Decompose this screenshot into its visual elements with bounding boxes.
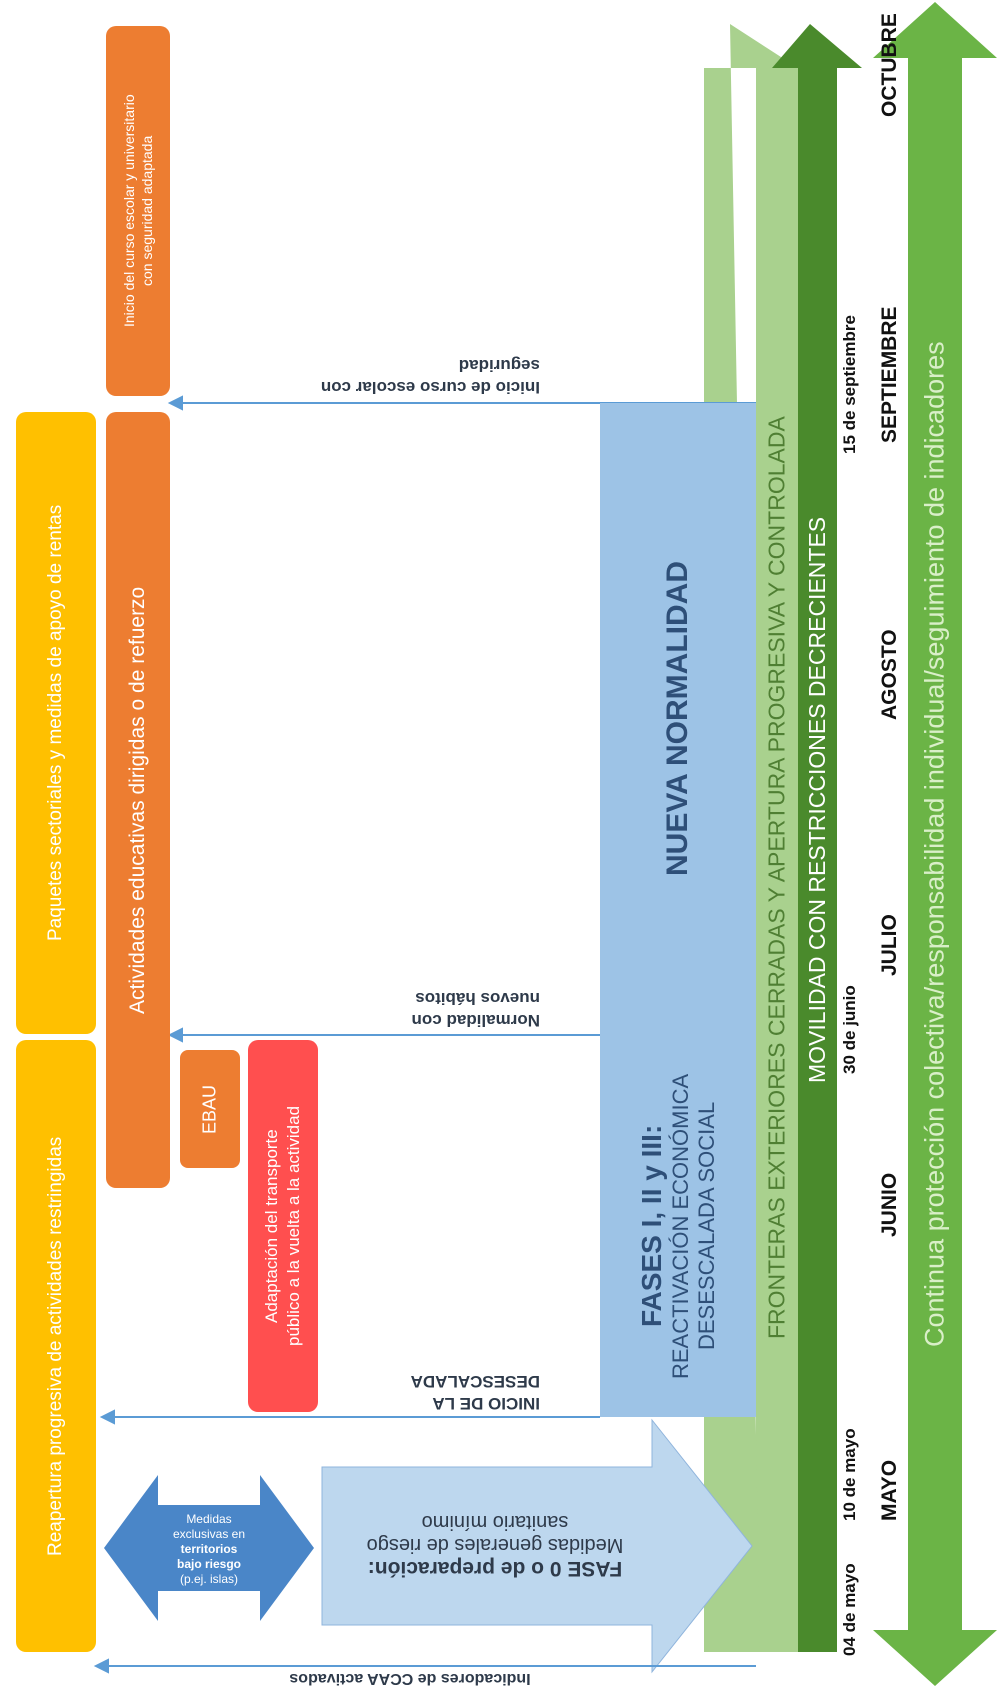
exclusive-line1: Medidas — [186, 1511, 232, 1526]
exclusive-label — [160, 1508, 258, 1590]
month-septiembre-text: SEPTIEMBRE — [878, 306, 901, 444]
exclusive-line5: (p.ej. islas) — [179, 1571, 238, 1586]
milestone-inicio-line2: DESESCALADA — [410, 1372, 540, 1391]
date-04-mayo — [838, 1540, 862, 1680]
month-junio — [875, 1155, 905, 1255]
reapertura-box — [16, 1040, 96, 1652]
movilidad-text: MOVILIDAD CON RESTRICCIONES DECRECIENTES — [804, 516, 830, 1084]
date-15-septiembre — [838, 295, 862, 475]
fase0-line3: sanitario mínimo — [421, 1511, 569, 1533]
date-30-junio — [838, 970, 862, 1090]
paquetes-box — [16, 412, 96, 1034]
exclusive-line4: bajo riesgo — [176, 1556, 241, 1571]
educativas-box — [106, 412, 170, 1188]
date-10-mayo-text: 10 de mayo — [840, 1428, 859, 1522]
fase0-label — [330, 1470, 660, 1620]
milestone-inicio-line1: INICIO DE LA — [432, 1394, 540, 1413]
month-mayo — [875, 1440, 905, 1540]
month-junio-text: JUNIO — [878, 1172, 901, 1238]
ebau-box — [180, 1050, 240, 1168]
movilidad-label — [798, 400, 837, 1200]
milestone-curso-line1: Inicio de curso escolar con — [320, 378, 540, 397]
month-agosto — [875, 620, 905, 730]
exclusive-line3: territorios — [180, 1541, 238, 1556]
month-octubre-text: OCTUBRE — [878, 13, 901, 117]
milestone-inicio-desescalada — [360, 1368, 540, 1414]
month-septiembre — [875, 290, 905, 460]
transporte-box — [248, 1040, 318, 1412]
milestone-indicadores-text: Indicadores de CCAA activados — [289, 1670, 531, 1687]
date-10-mayo — [838, 1420, 862, 1530]
reapertura-text: Reapertura progresiva de actividades restringidas — [45, 1136, 66, 1556]
outer-protection-label — [908, 60, 962, 1628]
month-julio-text: JULIO — [878, 914, 901, 976]
fase0-line2: Medidas generales de riesgo — [366, 1534, 624, 1556]
fase0-title: FASE 0 o de preparación: — [367, 1557, 623, 1580]
curso-box — [106, 26, 170, 396]
curso-line2: con seguridad adaptada — [139, 135, 155, 287]
nueva-normalidad-text: NUEVA NORMALIDAD — [661, 561, 694, 877]
milestone-normalidad-line1: Normalidad con — [411, 1011, 540, 1030]
exclusive-line2: exclusivas en — [172, 1526, 246, 1541]
milestone-normalidad-line2: nuevos hábitos — [415, 989, 540, 1008]
fronteras-text: FRONTERAS EXTERIORES CERRADAS Y APERTURA PROGRESIVA Y CONTROLADA — [763, 416, 790, 1340]
milestone-normalidad — [360, 985, 540, 1031]
transporte-line2: público a la vuelta a la actividad — [284, 1105, 303, 1347]
fases-desescalada: DESESCALADA SOCIAL — [694, 1101, 719, 1351]
milestone-indicadores — [220, 1669, 600, 1687]
month-agosto-text: AGOSTO — [878, 629, 901, 721]
fronteras-label — [756, 70, 798, 1650]
fases-reactivacion: REACTIVACIÓN ECONÓMICA — [668, 1073, 693, 1379]
month-octubre — [875, 0, 905, 130]
fases-title: FASES I, II y III: — [636, 1124, 667, 1328]
date-04-mayo-text: 04 de mayo — [840, 1563, 859, 1657]
nueva-normalidad-label — [600, 403, 756, 1035]
educativas-text: Actividades educativas dirigidas o de refuerzo — [126, 586, 149, 1014]
milestone-curso-line2: seguridad — [458, 356, 540, 375]
date-15-septiembre-text: 15 de septiembre — [840, 315, 859, 455]
month-julio — [875, 895, 905, 995]
date-30-junio-text: 30 de junio — [840, 985, 859, 1075]
paquetes-text: Paquetes sectoriales y medidas de apoyo de rentas — [45, 504, 66, 942]
milestone-curso — [270, 352, 540, 398]
month-mayo-text: MAYO — [878, 1459, 901, 1521]
outer-protection-text: Continua protección colectiva/responsabilidad individual/seguimiento de indicadores — [919, 341, 950, 1347]
fases-label — [600, 1035, 756, 1417]
ebau-text: EBAU — [199, 1084, 220, 1134]
transporte-line1: Adaptación del transporte — [262, 1129, 281, 1323]
curso-line1: Inicio del curso escolar y universitario — [121, 94, 137, 328]
